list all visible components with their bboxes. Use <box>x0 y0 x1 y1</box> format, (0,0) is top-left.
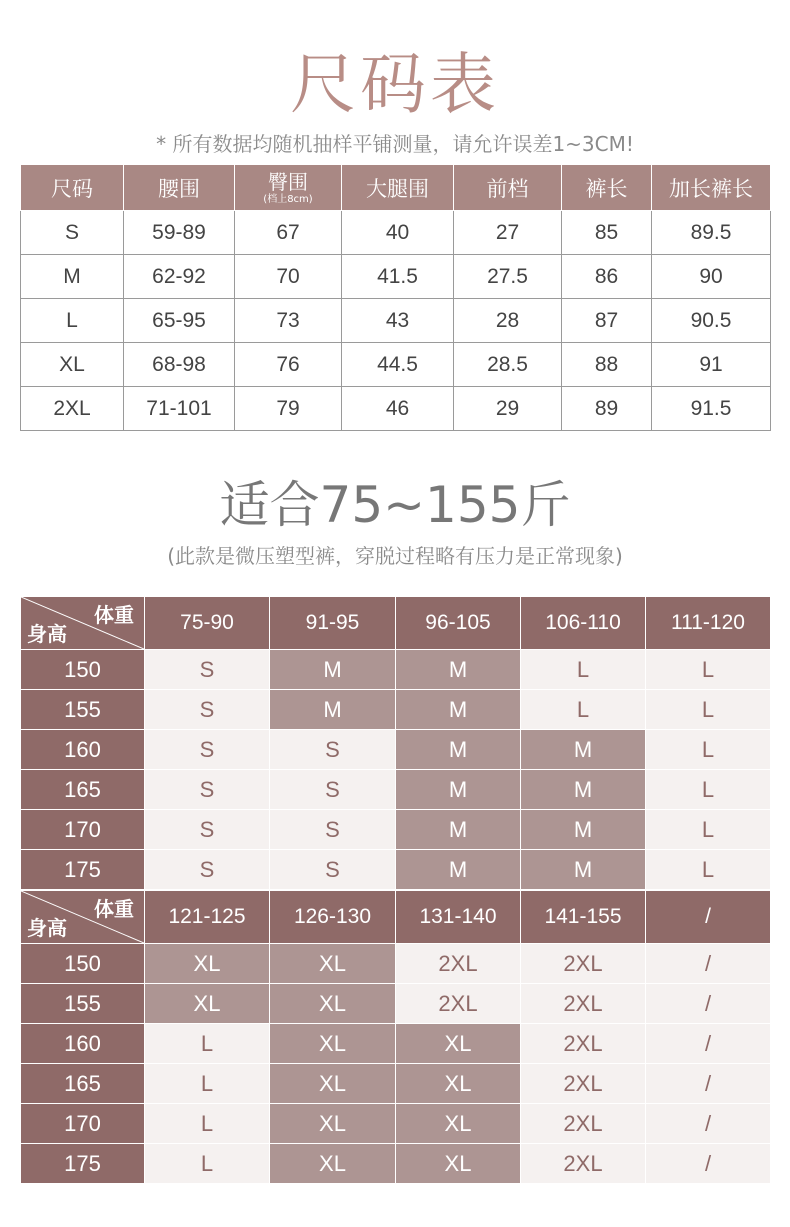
table-row <box>21 984 771 1024</box>
size-cell: S <box>145 690 270 730</box>
table-cell: 28 <box>454 299 562 343</box>
size-cell: XL <box>396 1064 521 1104</box>
fit-table-2-body <box>21 944 771 1184</box>
size-cell: S <box>270 730 396 770</box>
weight-header: / <box>646 891 771 944</box>
table-row <box>21 387 771 431</box>
height-row-header: 155 <box>21 690 145 730</box>
size-cell: L <box>646 650 771 690</box>
height-label: 身高 <box>27 916 67 940</box>
size-cell: L <box>646 690 771 730</box>
size-cell: / <box>646 1064 771 1104</box>
size-cell: 2XL <box>396 984 521 1024</box>
size-cell: XL <box>396 1024 521 1064</box>
table-cell: 2XL <box>21 387 124 431</box>
size-cell: / <box>646 1144 771 1184</box>
height-row-header: 160 <box>21 1024 145 1064</box>
table-cell: 43 <box>342 299 454 343</box>
table-row <box>21 343 771 387</box>
size-cell: / <box>646 984 771 1024</box>
header-rise: 前档 <box>454 165 562 211</box>
size-cell: L <box>521 690 646 730</box>
size-cell: S <box>145 850 270 890</box>
fit-table-1-header-row <box>21 597 771 650</box>
table-cell: 71-101 <box>124 387 235 431</box>
weight-header: 131-140 <box>396 891 521 944</box>
size-cell: 2XL <box>521 1064 646 1104</box>
size-cell: XL <box>270 1104 396 1144</box>
fit-table-2 <box>20 890 771 1184</box>
weight-header: 126-130 <box>270 891 396 944</box>
table-row <box>21 1104 771 1144</box>
page-title: 尺码表 <box>290 46 500 123</box>
table-cell: 29 <box>454 387 562 431</box>
table-row <box>21 211 771 255</box>
table-cell: 59-89 <box>124 211 235 255</box>
table-row <box>21 770 771 810</box>
size-cell: M <box>521 730 646 770</box>
header-length: 裤长 <box>562 165 652 211</box>
size-cell: L <box>646 730 771 770</box>
size-cell: XL <box>270 1144 396 1184</box>
weight-header: 121-125 <box>145 891 270 944</box>
size-cell: 2XL <box>521 944 646 984</box>
header-waist: 腰围 <box>124 165 235 211</box>
size-cell: 2XL <box>396 944 521 984</box>
size-cell: S <box>270 810 396 850</box>
weight-range-title: 适合75~155斤 <box>219 476 571 534</box>
table-cell: 73 <box>235 299 342 343</box>
table-cell: 89 <box>562 387 652 431</box>
size-cell: S <box>145 810 270 850</box>
table-cell: L <box>21 299 124 343</box>
size-cell: L <box>145 1144 270 1184</box>
height-row-header: 165 <box>21 1064 145 1104</box>
table-cell: 46 <box>342 387 454 431</box>
size-cell: 2XL <box>521 984 646 1024</box>
table-cell: M <box>21 255 124 299</box>
size-cell: L <box>521 650 646 690</box>
table-row <box>21 944 771 984</box>
table-cell: 67 <box>235 211 342 255</box>
table-cell: 87 <box>562 299 652 343</box>
size-cell: XL <box>270 1024 396 1064</box>
size-cell: S <box>145 650 270 690</box>
table-cell: 70 <box>235 255 342 299</box>
table-cell: 91.5 <box>652 387 771 431</box>
table-cell: 65-95 <box>124 299 235 343</box>
size-cell: L <box>646 770 771 810</box>
table-row <box>21 730 771 770</box>
table-cell: 88 <box>562 343 652 387</box>
size-cell: L <box>145 1024 270 1064</box>
table-row <box>21 1064 771 1104</box>
height-row-header: 175 <box>21 1144 145 1184</box>
size-table <box>20 164 771 431</box>
height-row-header: 170 <box>21 810 145 850</box>
height-label: 身高 <box>27 622 67 646</box>
height-row-header: 150 <box>21 650 145 690</box>
header-hip-sub: (档上8cm) <box>263 193 313 205</box>
size-cell: S <box>270 850 396 890</box>
size-cell: XL <box>145 944 270 984</box>
size-cell: S <box>145 730 270 770</box>
compression-note: (此款是微压塑型裤，穿脱过程略有压力是正常现象) <box>167 544 623 568</box>
weight-header: 106-110 <box>521 597 646 650</box>
table-row <box>21 1144 771 1184</box>
fit-table-1 <box>20 596 771 890</box>
size-cell: / <box>646 1024 771 1064</box>
size-cell: M <box>396 690 521 730</box>
height-row-header: 165 <box>21 770 145 810</box>
size-table-body <box>21 211 771 431</box>
size-cell: 2XL <box>521 1144 646 1184</box>
table-cell: 40 <box>342 211 454 255</box>
size-cell: XL <box>396 1144 521 1184</box>
table-row <box>21 255 771 299</box>
size-cell: M <box>396 850 521 890</box>
table-cell: 76 <box>235 343 342 387</box>
size-cell: XL <box>396 1104 521 1144</box>
size-cell: M <box>270 690 396 730</box>
table-cell: 68-98 <box>124 343 235 387</box>
header-hip-label: 臀围 <box>268 169 308 194</box>
size-cell: XL <box>270 984 396 1024</box>
fit-table-1-corner <box>21 597 145 650</box>
size-cell: M <box>270 650 396 690</box>
table-row <box>21 810 771 850</box>
size-cell: XL <box>270 1064 396 1104</box>
size-cell: M <box>396 730 521 770</box>
table-cell: S <box>21 211 124 255</box>
weight-header: 91-95 <box>270 597 396 650</box>
fit-table-1-body <box>21 650 771 890</box>
size-cell: XL <box>270 944 396 984</box>
size-cell: M <box>521 810 646 850</box>
table-cell: 91 <box>652 343 771 387</box>
height-row-header: 175 <box>21 850 145 890</box>
size-table-header-row <box>21 165 771 211</box>
header-size: 尺码 <box>21 165 124 211</box>
table-row <box>21 299 771 343</box>
weight-header: 96-105 <box>396 597 521 650</box>
header-long-length: 加长裤长 <box>652 165 771 211</box>
table-cell: 28.5 <box>454 343 562 387</box>
height-row-header: 170 <box>21 1104 145 1144</box>
table-cell: 86 <box>562 255 652 299</box>
size-cell: / <box>646 1104 771 1144</box>
table-cell: 79 <box>235 387 342 431</box>
fit-table-2-corner <box>21 891 145 944</box>
table-cell: 27.5 <box>454 255 562 299</box>
table-cell: 85 <box>562 211 652 255</box>
size-cell: L <box>646 810 771 850</box>
table-cell: 62-92 <box>124 255 235 299</box>
size-cell: L <box>145 1104 270 1144</box>
table-row <box>21 1024 771 1064</box>
height-row-header: 155 <box>21 984 145 1024</box>
size-cell: M <box>521 850 646 890</box>
weight-header: 75-90 <box>145 597 270 650</box>
fit-table-2-header-row <box>21 891 771 944</box>
size-cell: M <box>396 810 521 850</box>
measurement-note: * 所有数据均随机抽样平铺测量，请允许误差1~3CM! <box>156 132 634 156</box>
size-cell: 2XL <box>521 1024 646 1064</box>
size-cell: M <box>521 770 646 810</box>
weight-header: 141-155 <box>521 891 646 944</box>
table-row <box>21 690 771 730</box>
size-cell: 2XL <box>521 1104 646 1144</box>
size-cell: S <box>145 770 270 810</box>
weight-label: 体重 <box>94 897 134 921</box>
size-cell: M <box>396 650 521 690</box>
header-thigh: 大腿围 <box>342 165 454 211</box>
size-cell: M <box>396 770 521 810</box>
size-cell: XL <box>145 984 270 1024</box>
weight-label: 体重 <box>94 603 134 627</box>
table-cell: 90.5 <box>652 299 771 343</box>
size-cell: / <box>646 944 771 984</box>
table-cell: 27 <box>454 211 562 255</box>
table-cell: XL <box>21 343 124 387</box>
height-row-header: 150 <box>21 944 145 984</box>
table-cell: 41.5 <box>342 255 454 299</box>
size-cell: L <box>646 850 771 890</box>
table-cell: 90 <box>652 255 771 299</box>
table-row <box>21 850 771 890</box>
table-cell: 44.5 <box>342 343 454 387</box>
header-hip <box>235 165 342 211</box>
height-row-header: 160 <box>21 730 145 770</box>
table-cell: 89.5 <box>652 211 771 255</box>
table-row <box>21 650 771 690</box>
size-cell: S <box>270 770 396 810</box>
size-cell: L <box>145 1064 270 1104</box>
weight-header: 111-120 <box>646 597 771 650</box>
